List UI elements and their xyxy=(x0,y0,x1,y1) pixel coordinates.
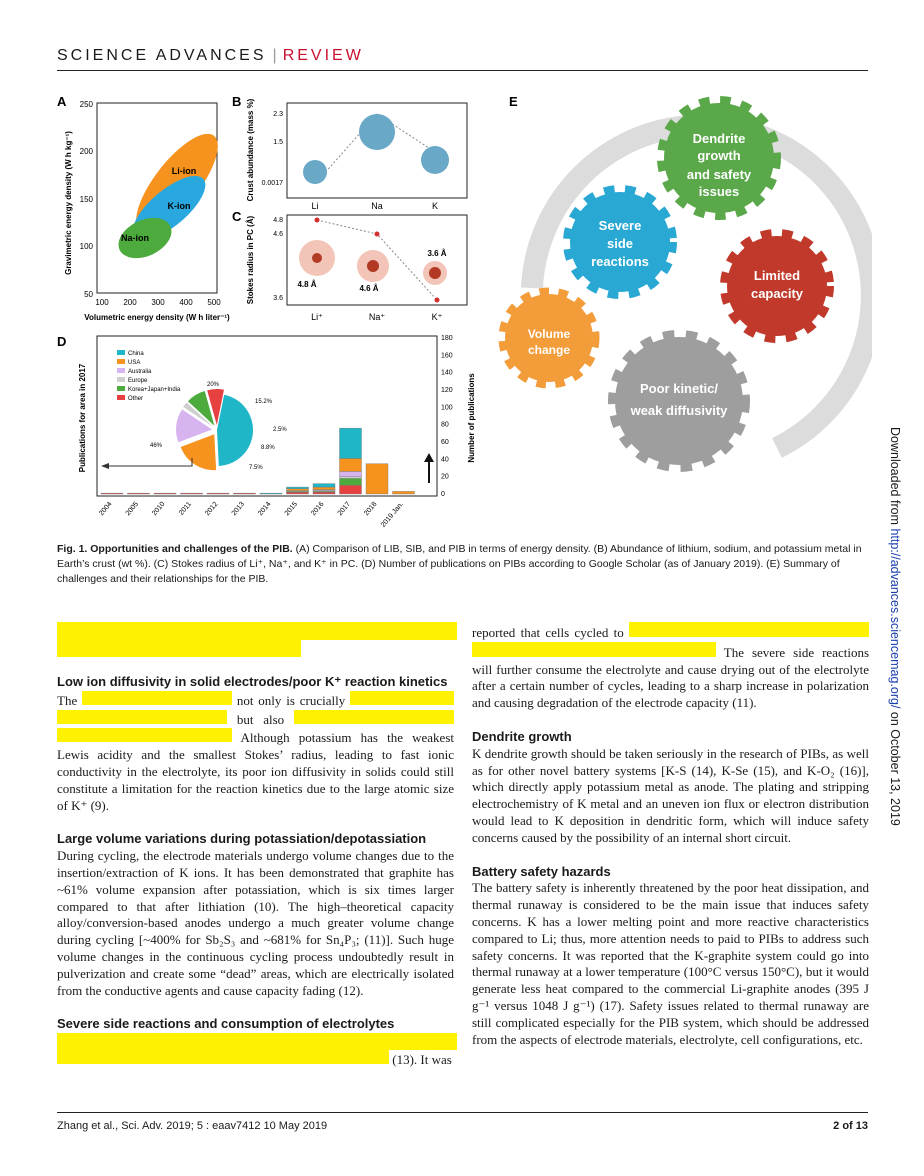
bar-segment xyxy=(340,485,362,494)
section-title-diffusivity: Low ion diffusivity in solid electrodes/poor K⁺ reaction kinetics xyxy=(57,674,448,689)
download-notice: Downloaded from http://advances.sciencemag.org/ on October 13, 2019 xyxy=(888,427,902,826)
stokes-point-li xyxy=(315,218,320,223)
x-tick-label: 2013 xyxy=(230,500,247,518)
x-tick-label: 2010 xyxy=(151,500,167,518)
paragraph-side-reactions: (13). It was xyxy=(57,1050,454,1069)
paragraph-diffusivity: The not only is crucially but also Although potassium has the weakest Lewis acidity and the smallest Stokes’ radius, leading to fast ionic conductivity in the electrolyte, its poor ion diffusivity in solids could still constitute a limitation for the reaction kinetics due to the large atomic size of K⁺ (9). xyxy=(57,692,454,813)
section-title-side-reactions: Severe side reactions and consumption of electrolytes xyxy=(57,1016,395,1032)
gear-capacity-text-2: capacity xyxy=(750,286,804,301)
radius-li: 4.8 Å xyxy=(297,280,317,289)
y2-tick-label: 140 xyxy=(441,369,453,377)
panel-a-xtick: 100 xyxy=(95,298,109,307)
gear-dendrite-text-1: Dendrite xyxy=(692,131,746,146)
panel-c-cat: Li⁺ xyxy=(311,312,323,322)
panel-b-ytick: 1.5 xyxy=(273,139,283,146)
figure-caption xyxy=(57,542,868,587)
section-title-dendrite: Dendrite growth xyxy=(472,728,572,744)
section-label: REVIEW xyxy=(282,47,364,64)
x-tick-label: 2018 xyxy=(363,500,379,518)
panel-c-cat: K⁺ xyxy=(431,312,443,322)
pie-label: 7.5% xyxy=(249,465,263,471)
panel-a-ytick: 250 xyxy=(79,100,93,109)
panel-c-label: C xyxy=(232,209,242,224)
panel-d-y2label: Number of publications xyxy=(467,373,476,463)
y2-tick-label: 0 xyxy=(441,491,445,498)
bar-segment xyxy=(366,464,388,494)
pie-label: 46% xyxy=(150,443,163,449)
bar-segment xyxy=(393,491,415,494)
legend-label: Korea+Japan+India xyxy=(128,387,181,393)
panel-d-label: D xyxy=(57,334,67,349)
panel-b-ylabel: Crust abundance (mass %) xyxy=(246,98,255,202)
gear-kinetic-text-2: weak diffusivity xyxy=(630,403,728,418)
bar-segment xyxy=(313,492,335,494)
panel-a-xlabel: Volumetric energy density (W h liter⁻¹) xyxy=(84,313,230,322)
left-column xyxy=(57,622,454,1069)
gear-side-text-3: reactions xyxy=(591,254,649,269)
panel-d-ylabel: Publications for area in 2017 xyxy=(78,363,87,473)
panel-d-pie xyxy=(176,389,253,470)
bar-segment xyxy=(340,458,362,471)
y2-tick-label: 120 xyxy=(441,387,453,394)
gear-dendrite-text-2: growth xyxy=(697,148,741,163)
panel-b-label: B xyxy=(232,94,242,109)
gear-volume-text-2: change xyxy=(527,343,571,357)
x-tick-label: 2004 xyxy=(98,500,114,518)
section-title-volume: Large volume variations during potassiation/depotassiation xyxy=(57,831,427,847)
gear-volume-text-1: Volume xyxy=(527,327,571,341)
y2-tick-label: 20 xyxy=(441,473,449,481)
panel-b-ytick: 0.0017 xyxy=(261,180,283,187)
bar-segment xyxy=(340,471,362,476)
paragraph-cycling: reported that cells cycled to The severe side reactions will further consume the electrolyte and cause drying out of the electrolyte after a certain number of cycles, leading to a sharp increase in polarization and causing degradation of the electrode capacity (11). xyxy=(472,622,869,712)
x-tick-label: 2017 xyxy=(336,500,353,518)
gear-capacity-text-1: Limited xyxy=(753,268,801,283)
panel-a-ytick: 200 xyxy=(79,147,93,156)
page-number: 2 of 13 xyxy=(833,1120,868,1132)
panel-b-cat: Na xyxy=(371,201,383,211)
panel-c-ytick: 3.6 xyxy=(273,295,283,302)
legend-label: China xyxy=(128,351,144,357)
bar-segment xyxy=(340,478,362,485)
paragraph-volume: During cycling, the electrode materials undergo volume changes due to the insertion/extraction of K ions. It has been demonstrated that graphite has ~61% volume expansion after potassiation, which is six times larger compared to that after lithiation (10). The high–theoretical capacity alloy/conversion-based anodes undergo a much greater volume change during cycling [~400% for Sb₂S₃ and ~681% for Sn₄P₃; (11)]. Such huge volume changes in the continuous cycling process undoubtedly result in pulverization and create some “dead” areas, which are electrically isolated from the conductive agents and cause capacity fading (12). xyxy=(57,848,454,998)
panel-a-xtick: 400 xyxy=(179,298,193,307)
pie-label: 2.5% xyxy=(273,427,287,433)
stokes-point-k xyxy=(435,298,440,303)
gear-dendrite-text-3: and safety xyxy=(686,167,752,182)
x-tick-label: 2015 xyxy=(283,500,300,518)
panel-c-ytick: 4.6 xyxy=(273,231,283,238)
figure-1 xyxy=(57,88,872,538)
na-ion-label: Na-ion xyxy=(121,233,149,243)
y2-tick-label: 60 xyxy=(441,439,449,446)
panel-a-ytick: 100 xyxy=(79,242,93,251)
journal-header xyxy=(57,47,364,65)
x-tick-label: 2011 xyxy=(177,500,194,517)
radius-na: 4.6 Å xyxy=(359,284,379,293)
stokes-point-na xyxy=(375,232,380,237)
panel-a-label: A xyxy=(57,94,67,109)
bar-segment xyxy=(128,493,150,494)
x-tick-label: 2014 xyxy=(257,500,273,518)
bar-segment xyxy=(287,487,309,489)
gear-side-text-1: Severe xyxy=(598,218,642,233)
pie-label: 15.2% xyxy=(255,399,273,405)
gear-side-text-2: side xyxy=(606,236,634,251)
x-tick-label: 2016 xyxy=(310,500,326,518)
y2-tick-label: 100 xyxy=(441,404,453,412)
legend-label: Other xyxy=(128,396,144,402)
panel-a-ytick: 150 xyxy=(79,195,93,204)
bar-segment xyxy=(313,487,335,490)
bar-segment xyxy=(207,493,229,494)
bar-segment xyxy=(181,493,203,494)
x-tick-label: 2005 xyxy=(124,500,141,518)
paragraph-safety: The battery safety is inherently threatened by the poor heat dissipation, and thermal runaway is considered to be the main issue that induces safety concerns. K has a lower melting point and more reactive characteristics compared to Li; thus, more attention needs to paid to PIBs to address such safety concerns. It was reported that the K-graphite system could go into thermal runaway at a lower temperature (100°C versus 150°C), but it would generate less heat compared to the commercial Li-graphite anodes (395 J g⁻¹ versus 1048 J g⁻¹) (17). Safety issues related to thermal runaway are still complicated especially for the PIB system, which should be addressed from the aspects of electrode materials, electrolyte, cell configurations, etc. xyxy=(472,880,869,1047)
panel-d-legend xyxy=(117,350,181,402)
panel-e-label: E xyxy=(509,94,518,109)
panel-a-xtick: 200 xyxy=(123,298,137,307)
citation: Zhang et al., Sci. Adv. 2019; 5 : eaav7412 10 May 2019 xyxy=(57,1120,328,1132)
footer-rule xyxy=(57,1112,868,1113)
bar-segment xyxy=(340,428,362,458)
globe-k xyxy=(421,146,449,174)
pie-label: 8.8% xyxy=(261,445,275,451)
caption-text: (A) Comparison of LIB, SIB, and PIB in terms of energy density. (B) Abundance of lithium, sodium, and potassium metal in Earth’s crust (wt %). (C) Stokes radius of Li⁺, Na⁺, and K⁺ in PC. (D) Number of publications on PIBs according to Google Scholar (as of January 2019). (E) Summary of challenges and their relationships for the PIB. xyxy=(57,543,862,585)
right-column xyxy=(472,622,869,1048)
panel-a-xtick: 500 xyxy=(207,298,221,307)
panel-c-ytick: 4.8 xyxy=(273,217,283,224)
radius-k: 3.6 Å xyxy=(427,249,447,258)
panel-a-ytick: 50 xyxy=(84,290,93,299)
caption-label: Fig. 1. Opportunities and challenges of the PIB. xyxy=(57,543,293,555)
k-ion-label: K-ion xyxy=(167,201,191,211)
journal-name: SCIENCE ADVANCES xyxy=(57,47,267,64)
paragraph-dendrite: K dendrite growth should be taken seriously in the research of PIBs, as well as for other novel battery systems [K-S (14), K-Se (15), and K-O₂ (16)], which directly apply potassium metal as anode. The plating and stripping electrochemistry of K metal and an uneven ion flux or electron distribution would lead to K deposition in dendritic form, which will induce safety concerns caused by the possibility of an internal short circuit. xyxy=(472,745,869,845)
header-separator: | xyxy=(272,47,277,64)
legend-label: Australia xyxy=(128,369,152,375)
globe-li xyxy=(303,160,327,184)
gear-kinetic-text-1: Poor kinetic/ xyxy=(639,381,719,396)
legend-label: Europe xyxy=(128,378,148,384)
pie-slice xyxy=(181,434,216,470)
panel-b-cat: K xyxy=(431,201,439,211)
y2-tick-label: 180 xyxy=(441,335,453,342)
gear-dendrite-text-4: issues xyxy=(698,184,740,199)
gear-kinetics xyxy=(615,337,743,465)
globe-na xyxy=(359,114,395,150)
header-rule xyxy=(57,70,868,71)
bar-segment xyxy=(101,493,123,494)
panel-b-ytick: 2.3 xyxy=(273,111,283,118)
bar-segment xyxy=(287,489,309,491)
legend-label: USA xyxy=(128,360,141,366)
x-tick-label: 2019 Jan. xyxy=(379,500,406,529)
panel-c-ylabel: Stokes radius in PC (Å) xyxy=(246,215,255,305)
y2-tick-label: 160 xyxy=(441,352,453,360)
bar-segment xyxy=(234,493,256,494)
bar-segment xyxy=(340,477,362,479)
panel-a-ylabel: Gravimetric energy density (W h kg⁻¹) xyxy=(64,131,73,275)
bar-segment xyxy=(313,484,335,487)
pie-pointer xyxy=(105,458,192,466)
bar-segment xyxy=(260,493,282,494)
y2-tick-label: 80 xyxy=(441,421,449,429)
panel-a-xtick: 300 xyxy=(151,298,165,307)
pie-slice xyxy=(217,395,253,466)
bar-segment xyxy=(154,493,176,494)
footer xyxy=(57,1120,868,1132)
li-ion-label: Li-ion xyxy=(171,166,197,176)
pie-label: 20% xyxy=(207,382,220,388)
x-tick-label: 2012 xyxy=(204,500,220,518)
panel-b-cat: Li xyxy=(311,201,319,211)
section-title-safety: Battery safety hazards xyxy=(472,863,611,879)
y2-tick-label: 40 xyxy=(441,456,449,464)
bar-segment xyxy=(287,492,309,494)
download-link[interactable]: http://advances.sciencemag.org/ xyxy=(888,528,902,709)
panel-c-cat: Na⁺ xyxy=(368,312,386,322)
